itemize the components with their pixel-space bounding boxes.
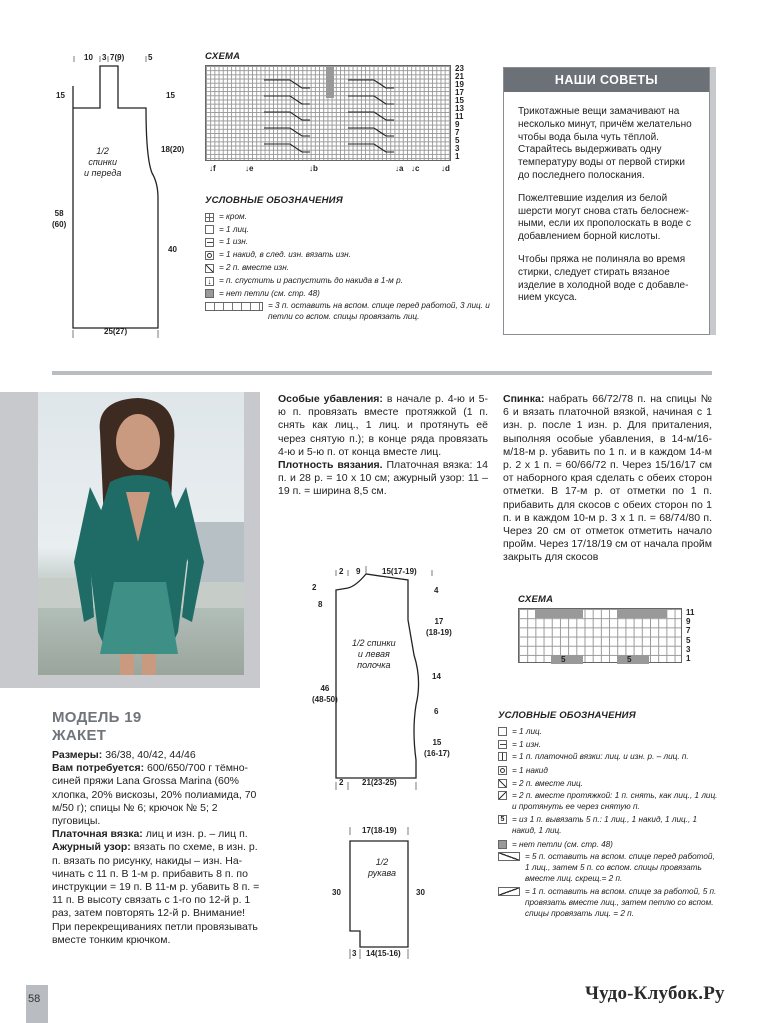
back-dim-l2: 8 <box>318 600 323 609</box>
ssk-icon <box>498 791 507 800</box>
legend1: УСЛОВНЫЕ ОБОЗНАЧЕНИЯ = кром. = 1 лиц. = 1 изн. = 1 накид, в след. изн. вязать изн. = 2 п. вместе изн. ↓ = п. спустить и распустить до накида в 1-м р. = нет петли (см. стр. 48) = 3 п. оставить на вспом. спице перед работой, 3 лиц. и петли со вспом. спицы провязать лиц. <box>205 195 495 322</box>
section-divider <box>52 371 712 375</box>
dim-top-b: 3 <box>102 53 107 62</box>
knit-icon <box>498 727 507 736</box>
dim-right1: 15 <box>166 91 175 100</box>
model-title: МОДЕЛЬ 19 <box>52 709 142 726</box>
knit-two-together-icon <box>498 779 507 788</box>
knitting-chart-1 <box>205 65 451 161</box>
dim-left2: 58 (60) <box>52 209 67 229</box>
chart1-title: СХЕМА <box>205 51 241 62</box>
page-number: 58 <box>28 993 41 1005</box>
cable-icon <box>205 302 263 311</box>
pattern-back <box>296 560 466 800</box>
dim-left1: 15 <box>56 91 65 100</box>
sleeve-dim-left: 30 <box>332 888 341 897</box>
purl-icon <box>498 740 507 749</box>
back-dim-r2: 17 (18-19) <box>426 617 452 637</box>
tips-p1: Трикотажные вещи замачивают на несколько минут, причём желательно чтобы вода была чуть тёплой. Старайтесь выдерживать одну температуру воды от первой стирки до последнего полоскания. <box>518 106 692 181</box>
tips-p2: Пожелтевшие изделия из белой шерсти могут снова стать белоснежными, если их прополоскать в воде с добавлением борной кислоты. <box>518 192 691 243</box>
chart2-title: СХЕМА <box>518 594 554 605</box>
sleeve-dim-top: 17(18-19) <box>362 826 397 835</box>
back-dim-top-l: 2 <box>339 567 344 576</box>
increase-five-icon: 5 <box>498 815 507 824</box>
pattern-sleeve <box>328 825 438 965</box>
tips-box <box>503 67 710 335</box>
yarn-over-icon <box>498 766 507 775</box>
chart2-row-numbers: 11 9 7 5 3 1 <box>686 608 695 664</box>
back-dim-bottom-l: 2 <box>339 778 344 787</box>
pattern-dress <box>48 48 193 348</box>
column-2-text: Особые убавления: в начале р. 4-ю и 5-ю п. провязать вместе протяжкой (1 п. снять как лиц., 1 лиц. и протянуть её через снятую п.); в конце ряда провязать 4-ю и 5-ю п. от конца вместе лиц. Плотность вязания. Платочная вязка: 14 п. и 28 р. = 10 х 10 см; ажурный узор: 11 – 19 п. = ширина 8,5 см. <box>278 393 489 498</box>
knitting-chart-2: 5 5 <box>518 608 682 663</box>
model-photo <box>38 392 244 675</box>
cross-left-icon <box>498 887 520 896</box>
legend1-title: УСЛОВНЫЕ ОБОЗНАЧЕНИЯ <box>205 195 343 206</box>
back-dim-r3: 14 <box>432 672 441 681</box>
purl-icon <box>205 238 214 247</box>
back-dim-r5: 15 (16-17) <box>424 738 450 758</box>
watermark: Чудо-Клубок.Ру <box>585 983 725 1004</box>
legend2-title: УСЛОВНЫЕ ОБОЗНАЧЕНИЯ <box>498 710 636 721</box>
model-subtitle: ЖАКЕТ <box>52 727 107 744</box>
dim-bottom: 25(27) <box>104 327 128 336</box>
dim-top-c: 7(9) <box>110 53 125 62</box>
dim-top-d: 5 <box>148 53 153 62</box>
piece-label: 1/2 спинки и переда <box>84 146 122 178</box>
no-stitch-icon <box>205 289 214 298</box>
tips-title: НАШИ СОВЕТЫ <box>504 68 709 92</box>
back-dim-l1: 2 <box>312 583 317 592</box>
dim-right2: 18(20) <box>161 145 185 154</box>
purl-two-together-icon <box>205 264 214 273</box>
sleeve-dim-right: 30 <box>416 888 425 897</box>
chart1-row-numbers: 23 21 19 17 15 13 11 9 7 5 3 1 <box>455 64 464 161</box>
drop-stitch-icon: ↓ <box>205 277 214 286</box>
edge-stitch-icon <box>205 213 214 222</box>
sleeve-dim-bottom-m: 14(15-16) <box>366 949 401 958</box>
column-3-text: Спинка: набрать 66/72/78 п. на спицы № 6 и вязать платочной вязкой, начиная с 1 изн. р. после 1 изн. р. Для приталения, выполняя особые убавления, в 14-м/16-м/18-м р. убавить по 1 п. и в каждом 14-м р. 2 х 1 п. = 60/66/72 п. Через 15/16/17 см от наборного края сделать с обеих сторон отметки. В 17-м р. от отметки по 1 п. прибавить для скосов с обеих сторон по 1 п. и в каждом 10-м р. 3 х 1 п. = 68/74/80 п. Через 20 см от отметок отметить начало пройм. Через 17/18/19 см от начала пройм закрыть для скосов <box>503 393 712 564</box>
back-dim-top-r: 15(17-19) <box>382 567 417 576</box>
sleeve-piece-label: 1/2 рукава <box>368 857 396 878</box>
cross-right-icon <box>498 852 520 861</box>
back-dim-r4: 6 <box>434 707 439 716</box>
back-dim-bottom-m: 21(23-25) <box>362 778 397 787</box>
back-dim-top-m: 9 <box>356 567 361 576</box>
dim-top-a: 10 <box>84 53 93 62</box>
garter-stitch-icon <box>498 752 507 761</box>
dim-right3: 40 <box>168 245 177 254</box>
yarn-over-icon <box>205 251 214 260</box>
knit-icon <box>205 225 214 234</box>
chart1-markers: ↓f ↓e ↓b ↓a ↓c ↓d <box>209 164 450 173</box>
model-description: Размеры: 36/38, 40/42, 44/46 Вам потребуется: 600/650/700 г тёмно-синей пряжи Lana Grossa Marina (60% хлопка, 20% вискозы, 20% полиамида, 70 м/50 г); спицы № 6; крючок № 5; 2 пуговицы. Платочная вязка: лиц и изн. р. – лиц п. Ажурный узор: вязать по схеме, в изн. р. п. вязать по рисунку, накиды – изн. Начинать с 11 п. В 1-м р. прибавить 8 п. по инструкции = 19 п. В 11-м р. убавить 8 п. = 11 п. В высоту связать с 1-го по 12-й р. 1 раз, затем повторять 12-й р. Внимание! При перекрещиваниях петли провязывать вместе тонким крючком. <box>52 749 260 946</box>
legend2: УСЛОВНЫЕ ОБОЗНАЧЕНИЯ = 1 лиц. = 1 изн. = 1 п. платочной вязки: лиц. и изн. р. – лиц. п. = 1 накид = 2 п. вместе лиц. = 2 п. вместе протяжкой: 1 п. снять, как лиц., 1 лиц. и протянуть ее через снятую п. 5 = из 1 п. вывязать 5 п.: 1 лиц., 1 накид, 1 лиц., 1 накид, 1 лиц. = нет петли (см. стр. 48) = 5 п. оставить на вспом. спице перед работой, 1 лиц., затем 5 п. со вспом. спицы провязать вместе лиц. скрещ.= 2 п. = 1 п. оставить на вспом. спице за работой, 5 п. провязать вместе лиц., затем петлю со вспом. спицы провязать лиц. = 2 п. <box>498 710 720 919</box>
sleeve-dim-bottom-l: 3 <box>352 949 357 958</box>
back-dim-r1: 4 <box>434 586 439 595</box>
back-dim-l3: 46 (48-50) <box>312 684 338 704</box>
tips-p3: Чтобы пряжа не полиняла во время стирки, следует стирать вязаное изделие в холодной воде с добавлением уксуса. <box>518 253 689 304</box>
no-stitch-icon <box>498 840 507 849</box>
back-piece-label: 1/2 спинки и левая полочка <box>352 638 396 670</box>
tips-side-bar <box>710 67 716 335</box>
